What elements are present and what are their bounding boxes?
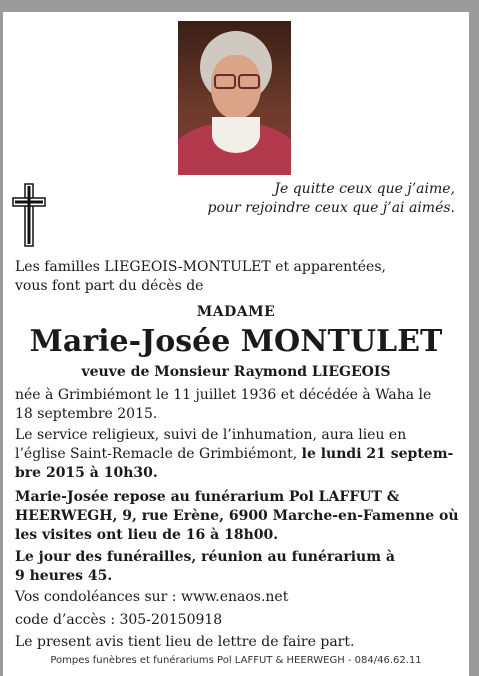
- service-line-3-text: bre 2015 à 10h30.: [15, 465, 158, 481]
- reunion-info: [15, 548, 395, 586]
- intro: [15, 258, 386, 296]
- birth-death: [15, 386, 431, 424]
- portrait-photo: [178, 21, 291, 175]
- reunion-line-1: Le jour des funérailles, réunion au funérarium à: [15, 549, 395, 565]
- condolences: Vos condoléances sur : www.enaos.net: [15, 589, 289, 605]
- obituary-card: [3, 12, 469, 676]
- rest-info: [15, 488, 459, 545]
- title-madame: MADAME: [196, 304, 276, 320]
- service-line-2b: le lundi 21 septem-: [301, 446, 454, 462]
- birth-line-1: née à Grimbiémont le 11 juillet 1936 et décédée à Waha le: [15, 387, 432, 403]
- service-line-2: [15, 445, 453, 464]
- rest-line-1: Marie-Josée repose au funérarium Pol LAFFUT &: [15, 489, 400, 505]
- quote-line-1: Je quitte ceux que j’aime,: [274, 181, 455, 197]
- footer: Pompes funèbres et funérariums Pol LAFFUT & HEERWEGH - 084/46.62.11: [50, 655, 422, 666]
- service-info: [15, 426, 453, 483]
- widow-of: veuve de Monsieur Raymond LIEGEOIS: [81, 364, 391, 380]
- cross-icon: [12, 183, 46, 247]
- service-line-3: [15, 464, 453, 483]
- service-line-2a: l’église Saint-Remacle de Grimbiémont,: [15, 446, 302, 462]
- access-code: code d’accès : 305-20150918: [15, 612, 223, 628]
- birth-line-2: 18 septembre 2015.: [15, 406, 158, 422]
- rest-line-2: HEERWEGH, 9, rue Erène, 6900 Marche-en-Famenne où: [15, 508, 459, 524]
- reunion-line-2: 9 heures 45.: [15, 568, 113, 584]
- rest-line-3: les visites ont lieu de 16 à 18h00.: [15, 527, 279, 543]
- intro-line-2: vous font part du décès de: [15, 278, 204, 294]
- service-line-1: Le service religieux, suivi de l’inhumation, aura lieu en: [15, 427, 407, 443]
- quote-line-2: pour rejoindre ceux que j’ai aimés.: [207, 200, 455, 216]
- intro-line-1: Les familles LIEGEOIS-MONTULET et apparentées,: [15, 259, 386, 275]
- deceased-name: Marie-Josée MONTULET: [29, 324, 443, 359]
- notice: Le present avis tient lieu de lettre de faire part.: [15, 634, 355, 650]
- quote: [208, 180, 455, 218]
